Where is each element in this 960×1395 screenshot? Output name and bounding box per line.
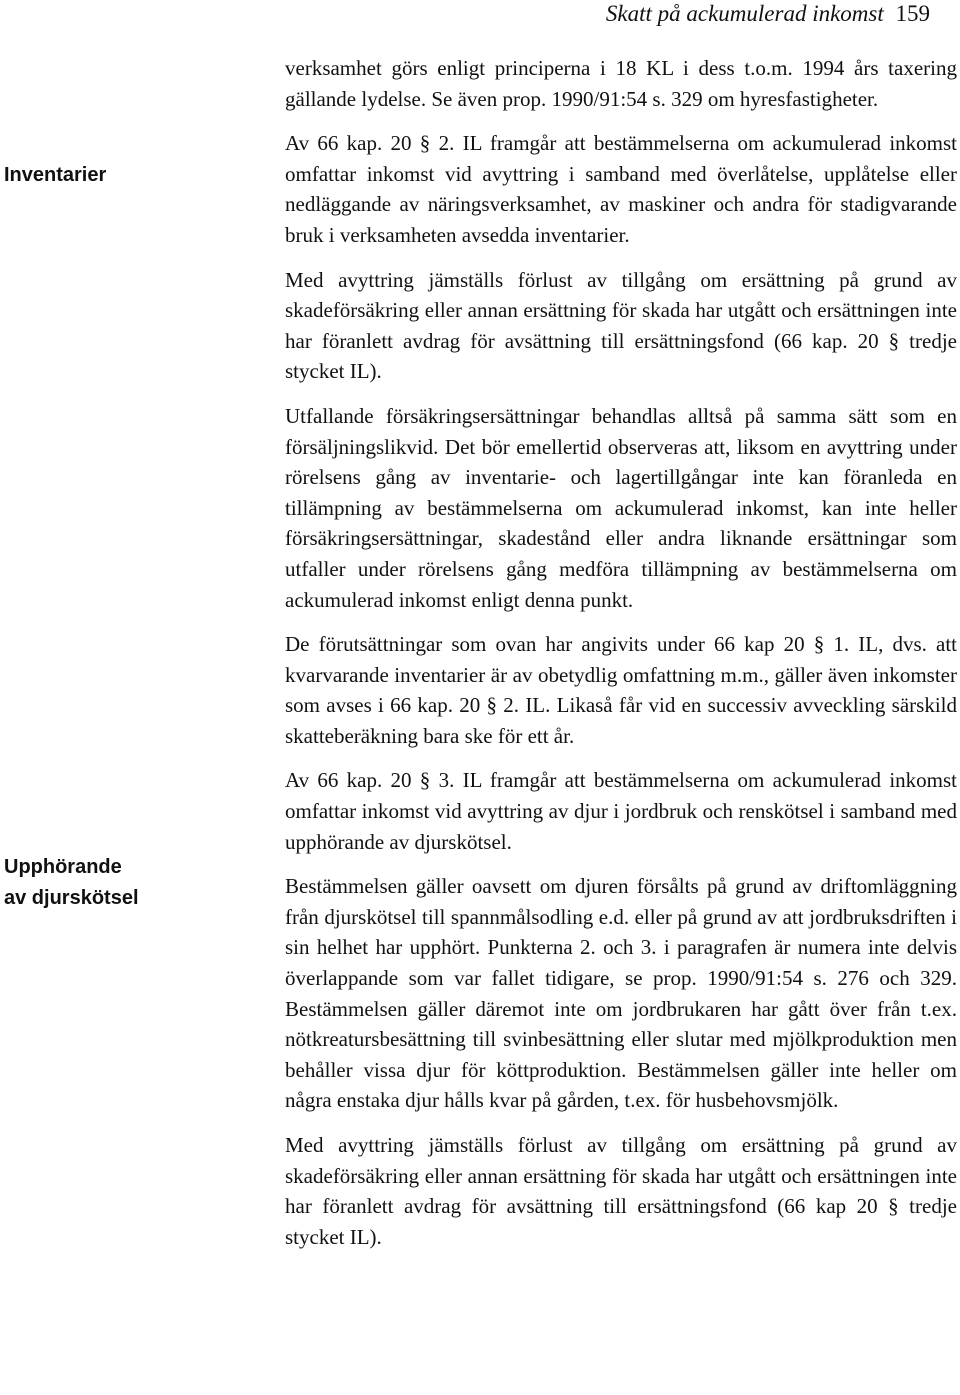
side-heading-upphorande-line2: av djurskötsel [4,886,139,909]
side-heading-inventarier [4,160,106,191]
paragraph-forlust-jamstalls: Med avyttring jämställs förlust av tillgång om ersättning på grund av skadeförsäkring eller annan ersättning för skada har utgått och ersättningen inte har föranlett avdrag för avsättning till ersättningsfond (66 kap. 20 § tredje stycket IL). [285,267,957,384]
paragraph-hyresfastigheter: verksamhet görs enligt principerna i 18 KL i dess t.o.m. 1994 års taxering gällande lydelse. Se även prop. 1990/91:54 s. 329 om hyresfastigheter. [285,56,957,111]
side-heading-upphorande [4,852,139,913]
page-number: 159 [895,1,930,26]
paragraph-forsakringsersattningar: Utfallande försäkringsersättningar behandlas alltså på samma sätt som en försäljningslikvid. Det bör emellertid observeras att, liksom en avyttring under rörelsens gång av inventarie- och lagertillgångar inte kan föranleda en tillämpning av bestämmelserna om ackumulerad inkomst, kan inte heller försäkringsersättningar, skadestånd eller andra liknande ersättningar som utfaller under rörelsens gång medföra tillämpning av bestämmelserna om ackumulerad inkomst enligt denna punkt. [285,403,957,612]
paragraph-forutsattningar: De förutsättningar som ovan har angivits under 66 kap 20 § 1. IL, dvs. att kvarvarande inventarier är av obetydlig omfattning m.m., gäller även inkomster som avses i 66 kap. 20 § 2. IL. Likaså får vid en successiv avveckling särskild skatteberäkning bara ske för ett år. [285,632,957,748]
paragraph-forlust-jamstalls-2: Med avyttring jämställs förlust av tillgång om ersättning på grund av skadeförsäkring eller annan ersättning för skada har utgått och ersättningen inte har föranlett avdrag för avsättning till ersättningsfond (66 kap 20 § tredje stycket IL). [285,1133,957,1249]
running-header [606,0,930,28]
paragraph-djurskotsel-intro: Av 66 kap. 20 § 3. IL framgår att bestämmelserna om ackumulerad inkomst omfattar inkomst vid avyttring av djur i jordbruk och renskötsel i samband med upphörande av djurskötsel. [285,768,957,854]
paragraph-driftomlaggning: Bestämmelsen gäller oavsett om djuren försålts på grund av driftomläggning från djurskötsel till spannmålsodling e.d. eller på grund av att jordbruksdriften i sin helhet har upphört. Punkterna 2. och 3. i paragrafen är numera inte delvis överlappande som var fallet tidigare, se prop. 1990/91:54 s. 276 och 329. Bestämmelsen gäller däremot inte om jordbrukaren har gått över från t.ex. nötkreatursbesättning till svinbesättning eller slutar med mjölkproduktion men behåller vissa djur för köttproduktion. Bestämmelsen gäller inte heller om några enstaka djur hålls kvar på gården, t.ex. för husbehovsmjölk. [285,874,957,1113]
side-heading-inventarier-text: Inventarier [4,164,107,186]
running-title: Skatt på ackumulerad inkomst [605,1,884,26]
paragraph-inventarier-intro: Av 66 kap. 20 § 2. IL framgår att bestämmelserna om ackumulerad inkomst omfattar inkomst vid avyttring i samband med överlåtelse, upplåtelse eller nedläggande av näringsverksamhet, av maskiner och andra för stadigvarande bruk i verksamheten avsedda inventarier. [285,131,957,247]
main-text-column [285,53,957,1266]
side-heading-upphorande-line1: Upphörande [4,856,122,878]
